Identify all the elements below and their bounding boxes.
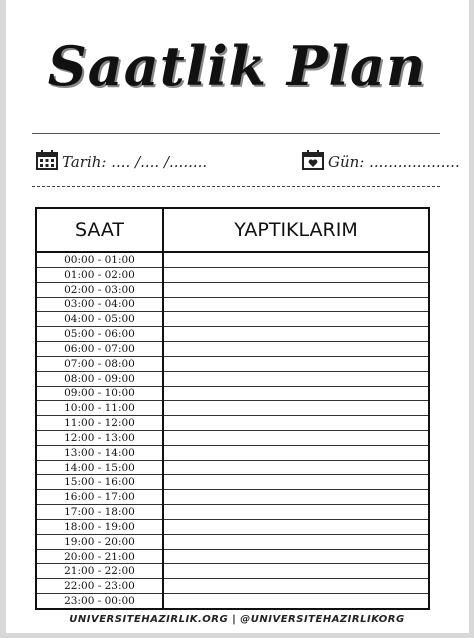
table-row <box>37 490 428 505</box>
time-cell: 23:00 - 00:00 <box>37 594 163 608</box>
table-row <box>37 327 428 342</box>
table-row <box>37 534 428 549</box>
task-cell[interactable] <box>163 490 428 505</box>
time-cell: 07:00 - 08:00 <box>37 356 163 371</box>
table-row <box>37 356 428 371</box>
task-cell[interactable] <box>163 594 428 608</box>
time-cell: 05:00 - 06:00 <box>37 327 163 342</box>
time-cell: 17:00 - 18:00 <box>37 505 163 520</box>
table-row <box>37 371 428 386</box>
table-row <box>37 342 428 357</box>
table-row <box>37 312 428 327</box>
time-cell: 19:00 - 20:00 <box>37 534 163 549</box>
time-cell: 06:00 - 07:00 <box>37 342 163 357</box>
dashed-divider <box>32 186 440 187</box>
task-cell[interactable] <box>163 252 428 267</box>
task-cell[interactable] <box>163 416 428 431</box>
table-row <box>37 505 428 520</box>
table-row <box>37 282 428 297</box>
table-row <box>37 416 428 431</box>
table-row <box>37 475 428 490</box>
time-cell: 14:00 - 15:00 <box>37 460 163 475</box>
table-row <box>37 460 428 475</box>
table-row <box>37 519 428 534</box>
time-cell: 11:00 - 12:00 <box>37 416 163 431</box>
time-cell: 18:00 - 19:00 <box>37 519 163 534</box>
task-cell[interactable] <box>163 579 428 594</box>
table-row <box>37 579 428 594</box>
bottom-border <box>0 633 474 638</box>
top-divider <box>32 133 440 134</box>
table-row <box>37 401 428 416</box>
time-cell: 08:00 - 09:00 <box>37 371 163 386</box>
task-cell[interactable] <box>163 356 428 371</box>
time-cell: 00:00 - 01:00 <box>37 252 163 267</box>
time-cell: 21:00 - 22:00 <box>37 564 163 579</box>
schedule-table <box>35 207 430 610</box>
table-row <box>37 386 428 401</box>
task-cell[interactable] <box>163 460 428 475</box>
table-row <box>37 252 428 267</box>
time-cell: 16:00 - 17:00 <box>37 490 163 505</box>
time-cell: 12:00 - 13:00 <box>37 431 163 446</box>
table-row <box>37 549 428 564</box>
task-cell[interactable] <box>163 445 428 460</box>
table-header-row <box>37 209 428 252</box>
time-cell: 04:00 - 05:00 <box>37 312 163 327</box>
task-cell[interactable] <box>163 534 428 549</box>
header-time: SAAT <box>37 209 163 252</box>
table-row <box>37 445 428 460</box>
calendar-heart-icon <box>302 150 324 174</box>
time-cell: 15:00 - 16:00 <box>37 475 163 490</box>
task-cell[interactable] <box>163 342 428 357</box>
task-cell[interactable] <box>163 519 428 534</box>
table-row <box>37 564 428 579</box>
task-cell[interactable] <box>163 371 428 386</box>
date-field[interactable] <box>36 150 207 174</box>
header-tasks: YAPTIKLARIM <box>163 209 428 252</box>
time-cell: 01:00 - 02:00 <box>37 267 163 282</box>
table-row <box>37 431 428 446</box>
table-row <box>37 267 428 282</box>
table-row <box>37 594 428 608</box>
task-cell[interactable] <box>163 505 428 520</box>
task-cell[interactable] <box>163 386 428 401</box>
task-cell[interactable] <box>163 297 428 312</box>
day-label: Gün: ................... <box>328 153 460 171</box>
time-cell: 13:00 - 14:00 <box>37 445 163 460</box>
time-cell: 02:00 - 03:00 <box>37 282 163 297</box>
task-cell[interactable] <box>163 431 428 446</box>
footer-text: UNIVERSITEHAZIRLIK.ORG | @UNIVERSITEHAZIRLIKORG <box>69 614 405 625</box>
task-cell[interactable] <box>163 282 428 297</box>
task-cell[interactable] <box>163 475 428 490</box>
time-cell: 20:00 - 21:00 <box>37 549 163 564</box>
task-cell[interactable] <box>163 312 428 327</box>
task-cell[interactable] <box>163 549 428 564</box>
task-cell[interactable] <box>163 564 428 579</box>
day-field[interactable] <box>302 150 460 174</box>
time-cell: 22:00 - 23:00 <box>37 579 163 594</box>
table-row <box>37 297 428 312</box>
time-cell: 10:00 - 11:00 <box>37 401 163 416</box>
time-cell: 09:00 - 10:00 <box>37 386 163 401</box>
time-cell: 03:00 - 04:00 <box>37 297 163 312</box>
task-cell[interactable] <box>163 267 428 282</box>
task-cell[interactable] <box>163 401 428 416</box>
date-label: Tarih: .... /.... /........ <box>62 153 208 171</box>
calendar-icon <box>36 150 58 174</box>
task-cell[interactable] <box>163 327 428 342</box>
page-title: Saatlik Plan <box>47 34 427 98</box>
